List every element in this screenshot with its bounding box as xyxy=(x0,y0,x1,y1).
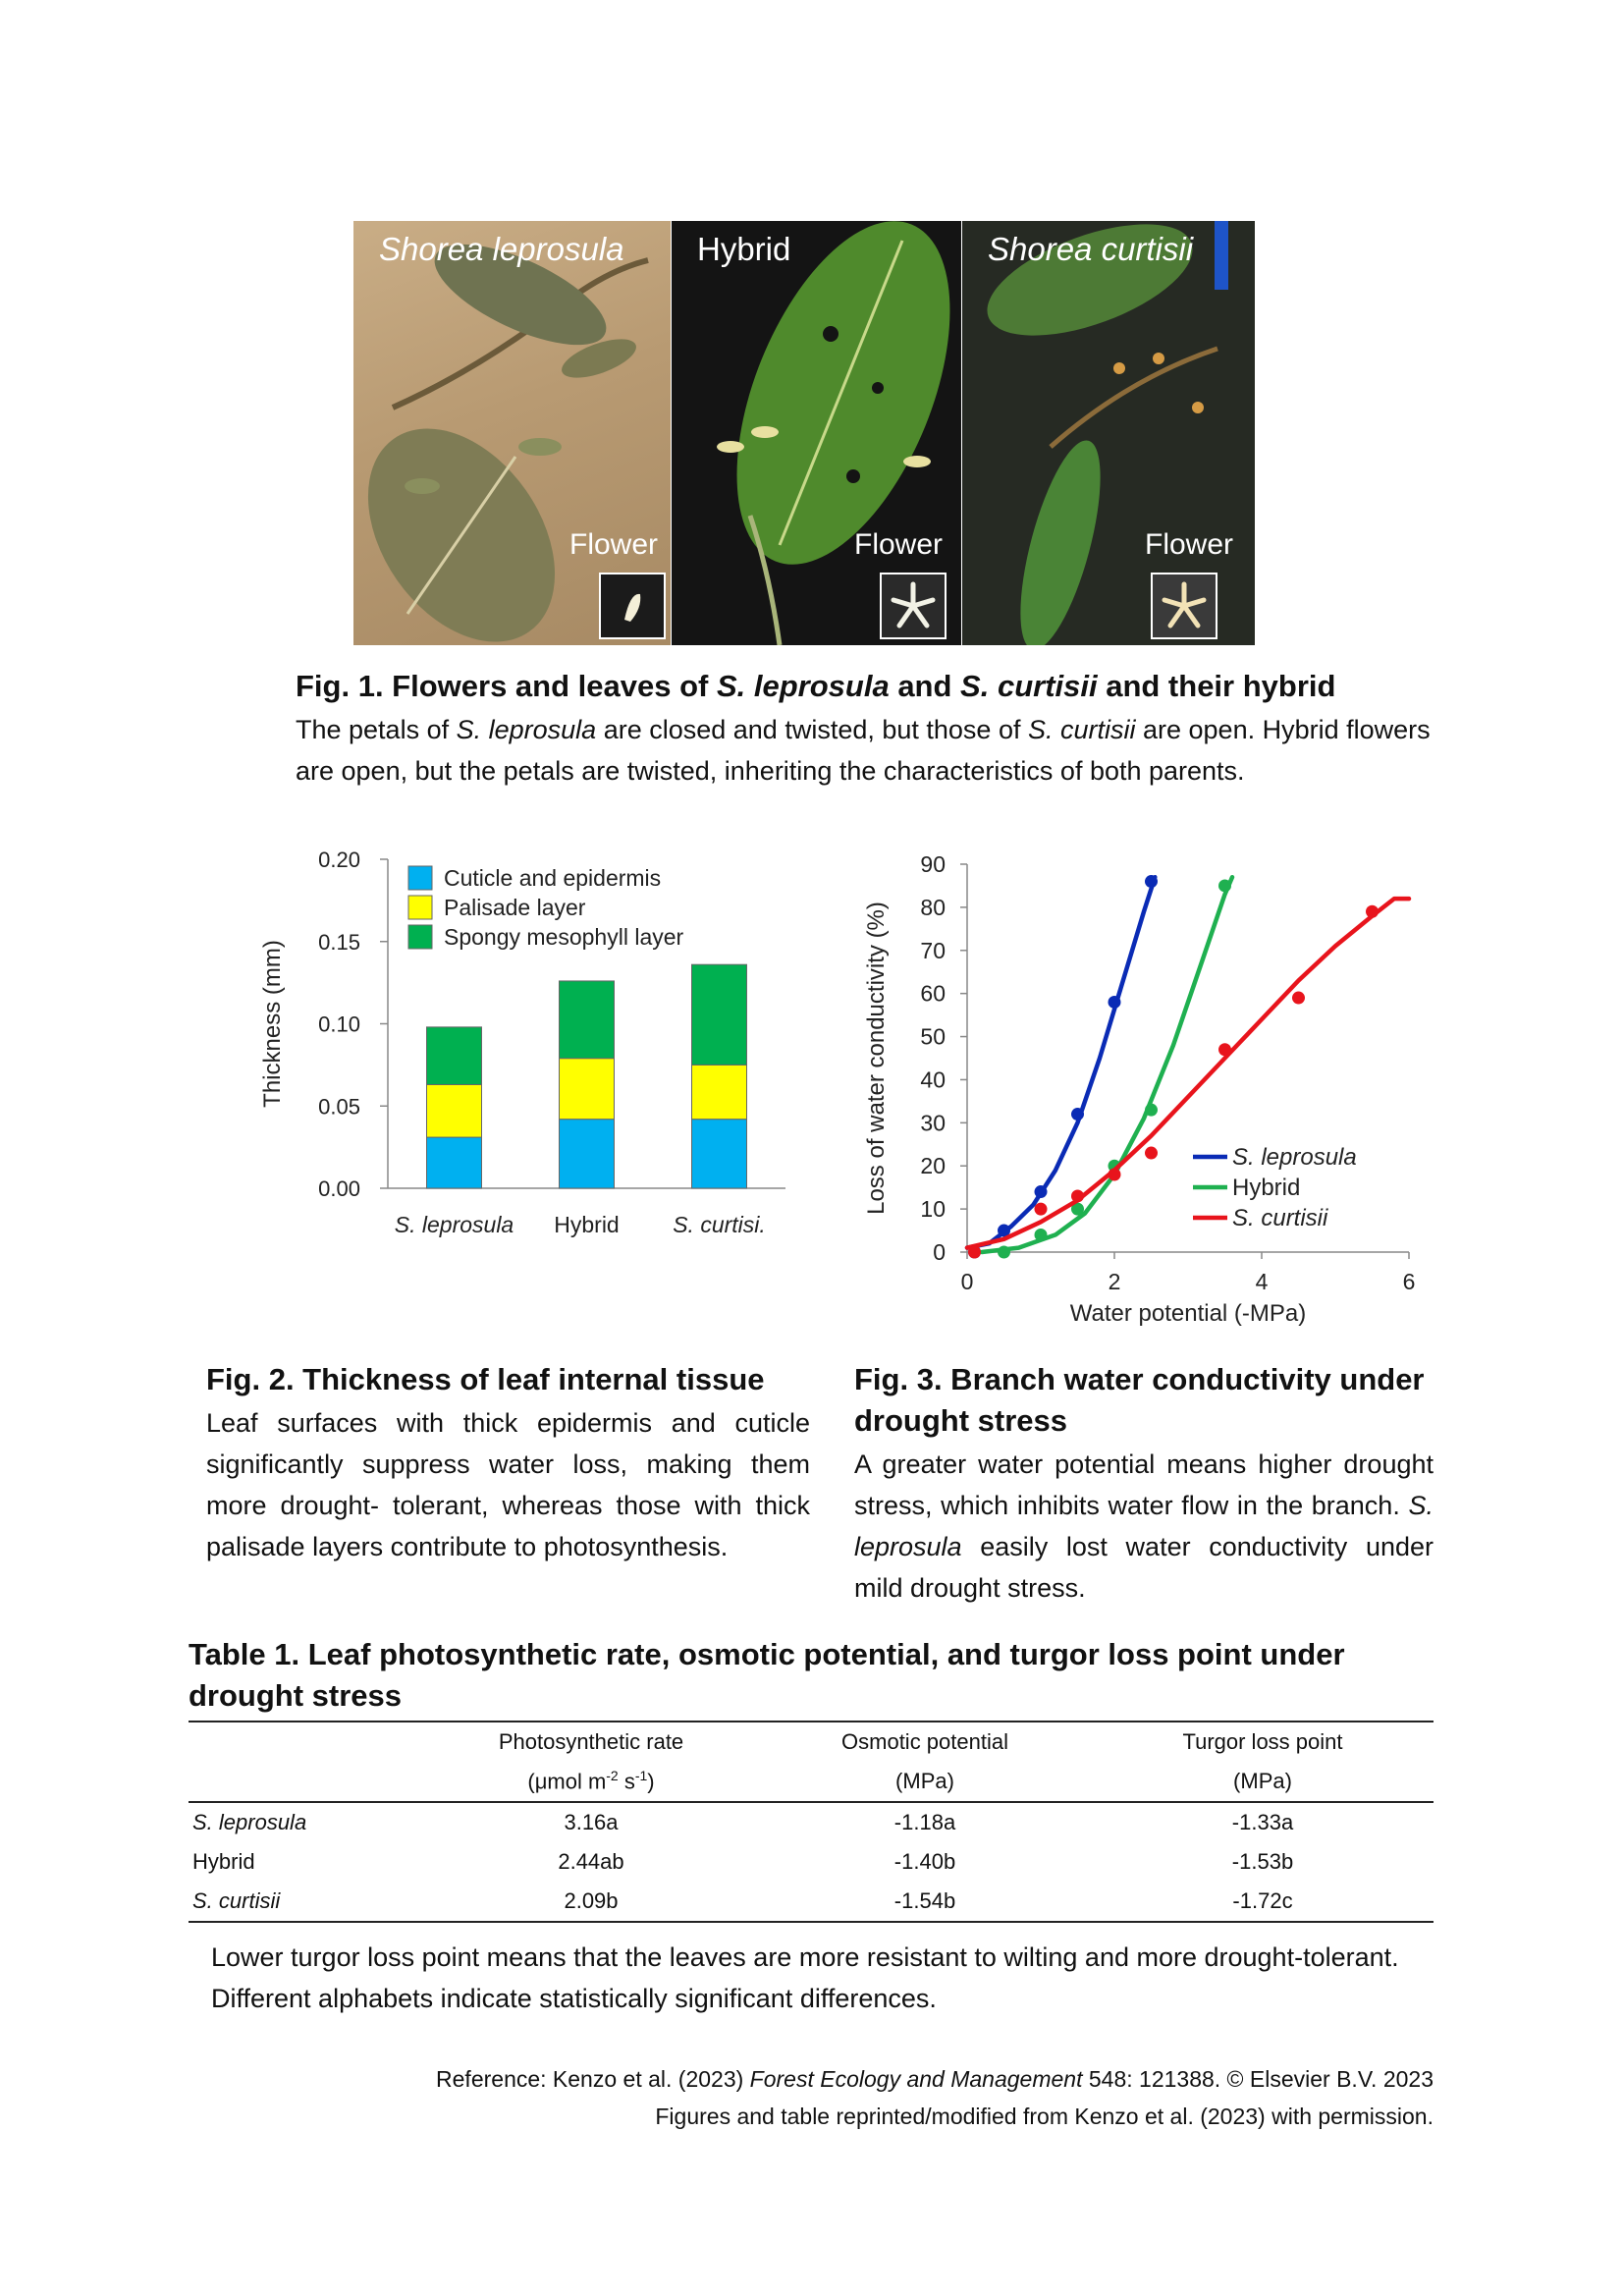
reference-text: Reference: Kenzo et al. (2023) xyxy=(436,2066,750,2092)
flower-label: Flower xyxy=(854,528,944,561)
reference-line1 xyxy=(295,2060,1434,2098)
table-header: Photosynthetic rate xyxy=(424,1722,758,1762)
reference-line2: Figures and table reprinted/modified from Kenzo et al. (2023) with permission. xyxy=(655,2104,1434,2129)
y-tick-label: 0.15 xyxy=(318,929,360,955)
table-unit xyxy=(424,1762,758,1802)
unit-exponent: -1 xyxy=(634,1768,648,1784)
data-point xyxy=(1145,1147,1158,1160)
y-tick-label: 30 xyxy=(920,1110,946,1136)
table-row xyxy=(189,1842,1434,1882)
closed-flower-icon xyxy=(601,574,664,637)
y-tick-label: 70 xyxy=(920,937,946,963)
y-tick-label: 10 xyxy=(920,1196,946,1223)
bar-segment xyxy=(427,1027,482,1085)
y-tick-label: 0.10 xyxy=(318,1011,360,1037)
fig3-line-chart xyxy=(854,833,1443,1334)
photo-panel-leprosula xyxy=(353,221,671,645)
bar-segment xyxy=(427,1084,482,1137)
flower-thumbnail xyxy=(599,573,666,639)
series-line xyxy=(967,877,1155,1247)
bar-segment xyxy=(692,1065,747,1119)
caption-text: are open. Hybrid flowers are open, but the petals are twisted, inheriting the characteristics of both parents. xyxy=(296,715,1431,786)
caption-text: Fig. 1. Flowers and leaves of xyxy=(296,669,717,703)
fig1-caption-title xyxy=(296,666,1434,707)
caption-text: A greater water potential means higher drought stress, which inhibits water flow in the branch. xyxy=(854,1449,1434,1520)
data-point xyxy=(1145,1104,1158,1117)
fig1-caption-body xyxy=(296,709,1434,792)
panel-label: Shorea curtisii xyxy=(988,231,1194,267)
y-tick-label: 90 xyxy=(920,851,946,877)
table-row-name: S. leprosula xyxy=(192,1810,307,1834)
x-tick-label: S. leprosula xyxy=(394,1212,514,1237)
x-tick-label: 4 xyxy=(1255,1269,1269,1294)
data-point xyxy=(1071,1189,1084,1202)
x-tick-label: Hybrid xyxy=(554,1212,620,1237)
y-tick-label: 0.20 xyxy=(318,847,360,872)
fig3-caption-body xyxy=(854,1444,1434,1609)
data-point xyxy=(1145,875,1158,888)
data-point xyxy=(1035,1203,1048,1216)
fig2-caption-title: Fig. 2. Thickness of leaf internal tissue xyxy=(206,1362,765,1396)
table-cell: -1.33a xyxy=(1231,1810,1294,1834)
open-flower-icon xyxy=(1153,574,1216,637)
panel-label: Hybrid xyxy=(697,231,791,267)
legend-swatch xyxy=(408,866,432,890)
table-cell: -1.53b xyxy=(1231,1849,1294,1874)
flower-label: Flower xyxy=(1145,528,1234,561)
bar-segment xyxy=(560,1059,615,1120)
caption-text: The petals of xyxy=(296,715,457,744)
reference-text: 548: 121388. © Elsevier B.V. 2023 xyxy=(1082,2066,1434,2092)
table-cell: 2.09b xyxy=(424,1882,758,1922)
table-header: Turgor loss point xyxy=(1092,1722,1434,1762)
caption-text: and their hybrid xyxy=(1097,669,1336,703)
y-axis-label: Loss of water conductivity (%) xyxy=(863,902,890,1215)
series-line xyxy=(982,877,1232,1252)
fig1-photo-strip xyxy=(353,221,1255,645)
table-row xyxy=(189,1882,1434,1922)
x-tick-label: 6 xyxy=(1402,1269,1416,1294)
legend-swatch xyxy=(408,896,432,919)
x-tick-label: 0 xyxy=(960,1269,974,1294)
species-name: S. leprosula xyxy=(456,715,597,744)
y-tick-label: 20 xyxy=(920,1153,946,1179)
table-header-empty xyxy=(189,1722,424,1762)
bar-segment xyxy=(560,1120,615,1188)
panel-label: Shorea leprosula xyxy=(379,231,624,267)
legend-label: Palisade layer xyxy=(444,895,586,920)
table1-note: Lower turgor loss point means that the leaves are more resistant to wilting and more drought-tolerant. Different alphabets indicate statistically significant differences. xyxy=(211,1942,1399,2013)
data-point xyxy=(1071,1108,1084,1121)
table-header-row xyxy=(189,1722,1434,1762)
unit-exponent: -2 xyxy=(606,1768,619,1784)
legend-label: Hybrid xyxy=(1232,1175,1301,1201)
fig3-caption-title: Fig. 3. Branch water conductivity under drought stress xyxy=(854,1362,1425,1438)
species-name: S. leprosula xyxy=(716,669,890,703)
legend-swatch xyxy=(408,925,432,949)
fig2-caption-body: Leaf surfaces with thick epidermis and cuticle significantly suppress water loss, making them more drought- tolerant, whereas those with thick palisade layers contribute to photosynthesis. xyxy=(206,1408,810,1561)
y-tick-label: 0 xyxy=(933,1239,946,1265)
y-tick-label: 50 xyxy=(920,1023,946,1050)
table-cell: 2.44ab xyxy=(558,1849,624,1874)
data-point xyxy=(1218,1043,1231,1056)
open-flower-icon xyxy=(882,574,945,637)
legend-label: Cuticle and epidermis xyxy=(444,865,662,891)
y-tick-label: 40 xyxy=(920,1066,946,1093)
fig2-bar-chart xyxy=(236,825,805,1257)
table-row-name: Hybrid xyxy=(192,1849,255,1874)
bar-segment xyxy=(560,981,615,1059)
table-row-name: S. curtisii xyxy=(189,1882,424,1922)
reference xyxy=(295,2060,1434,2135)
table-header: Osmotic potential xyxy=(758,1722,1092,1762)
table1-title: Table 1. Leaf photosynthetic rate, osmotic potential, and turgor loss point under drought stress xyxy=(189,1637,1345,1713)
series-line xyxy=(967,899,1409,1248)
species-name: S. leprosula xyxy=(854,1491,1434,1561)
x-tick-label: S. curtisi. xyxy=(673,1212,766,1237)
data-point xyxy=(1366,905,1379,918)
bar-segment xyxy=(692,1120,747,1188)
table-header-empty xyxy=(189,1762,424,1802)
caption-text: easily lost water conductivity under mild drought stress. xyxy=(854,1532,1434,1603)
species-name: S. curtisii xyxy=(1027,715,1136,744)
y-tick-label: 0.00 xyxy=(318,1176,360,1201)
y-tick-label: 60 xyxy=(920,980,946,1007)
data-point xyxy=(1109,996,1121,1009)
table-units-row xyxy=(189,1762,1434,1802)
y-tick-label: 80 xyxy=(920,894,946,920)
data-point xyxy=(998,1246,1010,1259)
table-cell: -1.18a xyxy=(893,1810,956,1834)
flower-thumbnail xyxy=(1151,573,1217,639)
caption-text: are closed and twisted, but those of xyxy=(596,715,1028,744)
unit-text: (μmol m xyxy=(527,1769,607,1794)
species-name: S. curtisii xyxy=(960,669,1098,703)
y-tick-label: 0.05 xyxy=(318,1094,360,1120)
unit-text: ) xyxy=(647,1769,655,1794)
table-cell: -1.54b xyxy=(758,1882,1092,1922)
x-tick-label: 2 xyxy=(1108,1269,1121,1294)
table-cell: -1.40b xyxy=(893,1849,956,1874)
table-cell: -1.72c xyxy=(1092,1882,1434,1922)
table-cell: 3.16a xyxy=(564,1810,619,1834)
legend-label: S. curtisii xyxy=(1232,1205,1328,1231)
data-point xyxy=(968,1246,981,1259)
y-axis-label: Thickness (mm) xyxy=(259,940,286,1108)
bar-segment xyxy=(427,1137,482,1188)
caption-text: and xyxy=(889,669,961,703)
bar-segment xyxy=(692,964,747,1065)
legend-label: Spongy mesophyll layer xyxy=(444,924,684,950)
photo-panel-hybrid xyxy=(672,221,961,645)
photo-panel-curtisii xyxy=(962,221,1255,645)
legend-label: S. leprosula xyxy=(1232,1144,1357,1171)
data-point xyxy=(1292,992,1305,1005)
data-point xyxy=(1035,1185,1048,1198)
flower-thumbnail xyxy=(880,573,947,639)
journal-name: Forest Ecology and Management xyxy=(749,2066,1083,2092)
data-point xyxy=(1035,1229,1048,1241)
table1 xyxy=(189,1721,1434,1923)
data-point xyxy=(1109,1169,1121,1181)
unit-text: s xyxy=(618,1769,635,1794)
table-unit: (MPa) xyxy=(758,1762,1092,1802)
table-unit: (MPa) xyxy=(1092,1762,1434,1802)
data-point xyxy=(1218,879,1231,892)
table-row xyxy=(189,1802,1434,1842)
x-axis-label: Water potential (-MPa) xyxy=(1069,1300,1307,1327)
flower-label: Flower xyxy=(569,528,659,561)
